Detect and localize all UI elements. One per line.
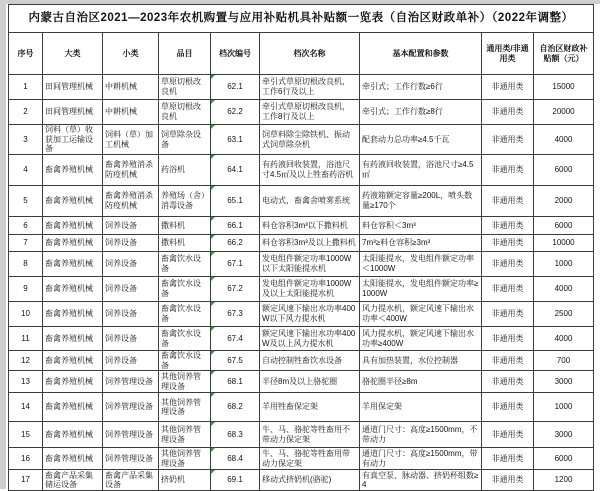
header-row [9,33,594,75]
table-row [9,125,594,155]
row-seq: 2 [9,100,43,125]
row-name: 牵引式草原切根改良机，工作8行及以上 [260,100,360,125]
row-code: 67.1 [211,252,260,277]
row-type: 非通用类 [482,186,534,217]
row-seq: 14 [9,393,43,422]
row-config: 风力提水机，额定风速下输出水功率＜400W [360,302,482,327]
row-category: 畜禽养殖机械 [43,302,103,327]
row-type: 非通用类 [482,155,534,186]
row-config: 有真空泵、脉动器、挤奶杯组数≥4 [360,470,482,491]
row-category: 畜禽养殖机械 [43,277,103,302]
row-subcategory: 畜禽养殖消杀防疫机械 [103,155,159,186]
row-amount: 2000 [534,186,594,217]
row-category: 畜禽养殖机械 [43,327,103,351]
row-item: 饲草除杂设备 [159,125,211,155]
row-seq: 17 [9,470,43,491]
row-subcategory: 畜禽养殖消杀防疫机械 [103,186,159,217]
row-category: 畜禽产品采集储运设备 [43,470,103,491]
col-header-name: 档次名称 [260,33,360,75]
row-item: 畜禽饮水设备 [159,277,211,302]
row-amount: 3000 [534,422,594,448]
col-header-amount: 自治区财政补贴额（元） [534,33,594,75]
row-name: 牛、马、骆驼等牲畜用不带动力保定架 [260,422,360,448]
row-amount: 1000 [534,393,594,422]
row-amount: 700 [534,351,594,371]
row-item: 撒料机 [159,217,211,235]
row-config: 风力提水机，额定风速下输出水功率≥400W [360,327,482,351]
col-header-config: 基本配置和参数 [360,33,482,75]
row-name: 额定风速下输出水功率400W以下风力提水机 [260,302,360,327]
row-item: 畜禽饮水设备 [159,252,211,277]
row-category: 畜禽养殖机械 [43,448,103,470]
row-config: 骆驼圈半径≥8m [360,371,482,393]
row-config: 料仓容积＜3m³ [360,217,482,235]
row-seq: 6 [9,217,43,235]
row-seq: 12 [9,351,43,371]
row-item: 其他饲养管理设备 [159,371,211,393]
row-type: 非通用类 [482,75,534,100]
row-subcategory: 中耕机械 [103,75,159,100]
row-name: 饲草料除尘除铁机、振动式饲草除杂机 [260,125,360,155]
row-type: 非通用类 [482,302,534,327]
row-amount: 4000 [534,277,594,302]
row-type: 非通用类 [482,125,534,155]
row-category: 畜禽养殖机械 [43,217,103,235]
row-seq: 8 [9,252,43,277]
row-amount: 10000 [534,235,594,252]
row-subcategory: 饲养设备 [103,277,159,302]
row-category: 畜禽养殖机械 [43,252,103,277]
row-seq: 10 [9,302,43,327]
row-category: 畜禽养殖机械 [43,235,103,252]
row-name: 发电组件额定功率1000W及以上太阳能提水机 [260,277,360,302]
table-row [9,75,594,100]
row-config: 通道门尺寸：高度≥1500mm，不带动力 [360,422,482,448]
table-row [9,252,594,277]
row-item: 畜禽饮水设备 [159,351,211,371]
row-type: 非通用类 [482,277,534,302]
table-row [9,155,594,186]
row-type: 非通用类 [482,235,534,252]
row-item: 其他饲养管理设备 [159,448,211,470]
row-item: 畜禽饮水设备 [159,302,211,327]
row-category: 饲料（草）收获加工运输设备 [43,125,103,155]
row-config: 牵引式；工作行数≥6行 [360,75,482,100]
table-row [9,235,594,252]
row-seq: 7 [9,235,43,252]
row-category: 畜禽养殖机械 [43,393,103,422]
row-code: 67.2 [211,277,260,302]
row-item: 挤奶机 [159,470,211,491]
table-row [9,100,594,125]
row-subcategory: 饲料（草）加工机械 [103,125,159,155]
table-row [9,448,594,470]
col-header-seq: 序号 [9,33,43,75]
row-amount: 6000 [534,217,594,235]
row-name: 羊用牲畜保定架 [260,393,360,422]
row-amount: 15000 [534,75,594,100]
table-row [9,351,594,371]
table-row [9,422,594,448]
row-subcategory: 饲养管理设备 [103,371,159,393]
col-header-category: 大类 [43,33,103,75]
table-row [9,470,594,491]
row-code: 67.3 [211,302,260,327]
col-header-type: 通用类/非通用类 [482,33,534,75]
row-name: 牵引式草原切根改良机，工作6行及以上 [260,75,360,100]
row-code: 65.1 [211,186,260,217]
row-item: 其他饲养管理设备 [159,422,211,448]
table-row [9,186,594,217]
row-seq: 5 [9,186,43,217]
row-type: 非通用类 [482,422,534,448]
col-header-item: 品目 [159,33,211,75]
table-row [9,327,594,351]
row-name: 有药液回收装置，浴池尺寸4.5㎡及以上牲畜药浴机 [260,155,360,186]
window-edge-left [0,0,6,489]
row-config: 7m³≥料仓容积≥3m³ [360,235,482,252]
row-type: 非通用类 [482,327,534,351]
subsidy-table-sheet [8,4,594,491]
row-amount: 6000 [534,155,594,186]
row-item: 养殖场（舍）消毒设备 [159,186,211,217]
row-name: 半径8m及以上骆驼圈 [260,371,360,393]
row-config: 具有加热装置，水位控制器 [360,351,482,371]
row-code: 68.4 [211,448,260,470]
row-amount: 3000 [534,371,594,393]
row-amount: 20000 [534,100,594,125]
row-seq: 11 [9,327,43,351]
row-name: 额定风速下输出水功率400W及以上风力提水机 [260,327,360,351]
row-amount: 6000 [534,448,594,470]
row-subcategory: 饲养设备 [103,235,159,252]
row-amount: 2500 [534,302,594,327]
table-row [9,371,594,393]
row-code: 63.1 [211,125,260,155]
row-code: 62.1 [211,75,260,100]
row-seq: 3 [9,125,43,155]
row-code: 66.1 [211,217,260,235]
row-amount: 4000 [534,125,594,155]
row-code: 68.3 [211,422,260,448]
row-amount: 1200 [534,470,594,491]
row-category: 田间管理机械 [43,100,103,125]
row-category: 畜禽养殖机械 [43,186,103,217]
row-category: 畜禽养殖机械 [43,351,103,371]
table-row [9,302,594,327]
row-name: 发电组件额定功率1000W以下太阳能提水机 [260,252,360,277]
row-subcategory: 饲养设备 [103,351,159,371]
row-item: 草原切根改良机 [159,100,211,125]
row-code: 62.2 [211,100,260,125]
row-code: 68.2 [211,393,260,422]
row-name: 电动式，畜禽舍喷雾系统 [260,186,360,217]
row-item: 畜禽饮水设备 [159,327,211,351]
row-name: 料仓容积3m³及以上撒料机 [260,235,360,252]
row-subcategory: 畜禽产品采集设备 [103,470,159,491]
row-type: 非通用类 [482,448,534,470]
row-category: 畜禽养殖机械 [43,155,103,186]
subsidy-table [8,4,594,491]
row-subcategory: 饲养设备 [103,217,159,235]
row-code: 68.1 [211,371,260,393]
row-seq: 9 [9,277,43,302]
row-amount: 4000 [534,327,594,351]
row-subcategory: 饲养管理设备 [103,393,159,422]
row-category: 田间管理机械 [43,75,103,100]
row-code: 66.2 [211,235,260,252]
row-seq: 4 [9,155,43,186]
page-title: 内蒙古自治区2021—2023年农机购置与应用补贴机具补贴额一览表（自治区财政单补）（2022年调整） [9,5,594,33]
row-code: 64.1 [211,155,260,186]
col-header-code: 档次编号 [211,33,260,75]
row-type: 非通用类 [482,217,534,235]
row-code: 67.4 [211,327,260,351]
row-config: 牵引式；工作行数≥8行 [360,100,482,125]
row-config: 羊用保定架 [360,393,482,422]
row-item: 其他饲养管理设备 [159,393,211,422]
row-config: 通道门尺寸：高度≥1500mm，带有动力 [360,448,482,470]
table-row [9,393,594,422]
row-subcategory: 饲养设备 [103,252,159,277]
row-category: 畜禽养殖机械 [43,422,103,448]
row-item: 草原切根改良机 [159,75,211,100]
row-config: 配套动力总功率≥4.5千瓦 [360,125,482,155]
row-name: 自动控制牲畜饮水设备 [260,351,360,371]
row-name: 移动式挤奶机(骆驼) [260,470,360,491]
col-header-subcategory: 小类 [103,33,159,75]
row-subcategory: 饲养管理设备 [103,448,159,470]
table-row [9,217,594,235]
row-amount: 1000 [534,252,594,277]
row-name: 牛、马、骆驼等牲畜用带动力保定架 [260,448,360,470]
row-type: 非通用类 [482,100,534,125]
row-config: 太阳能提水，发电组件额定功率≥1000W [360,277,482,302]
row-config: 太阳能提水，发电组件额定功率＜1000W [360,252,482,277]
row-type: 非通用类 [482,252,534,277]
row-category: 畜禽养殖机械 [43,371,103,393]
row-seq: 16 [9,448,43,470]
row-config: 药液箱额定容量≥200L，喷头数量≥170个 [360,186,482,217]
table-row [9,277,594,302]
row-seq: 15 [9,422,43,448]
title-row [9,5,594,33]
row-type: 非通用类 [482,351,534,371]
row-subcategory: 饲养设备 [103,327,159,351]
row-code: 67.5 [211,351,260,371]
row-seq: 13 [9,371,43,393]
row-code: 69.1 [211,470,260,491]
row-subcategory: 饲养设备 [103,302,159,327]
row-type: 非通用类 [482,393,534,422]
row-seq: 1 [9,75,43,100]
row-item: 撒料机 [159,235,211,252]
row-name: 料仓容积3m³以下撒料机 [260,217,360,235]
table-body [9,75,594,491]
row-type: 非通用类 [482,470,534,491]
row-subcategory: 中耕机械 [103,100,159,125]
row-subcategory: 饲养管理设备 [103,422,159,448]
row-type: 非通用类 [482,371,534,393]
row-item: 药浴机 [159,155,211,186]
row-config: 有药液回收装置，浴池尺寸≥4.5㎡ [360,155,482,186]
